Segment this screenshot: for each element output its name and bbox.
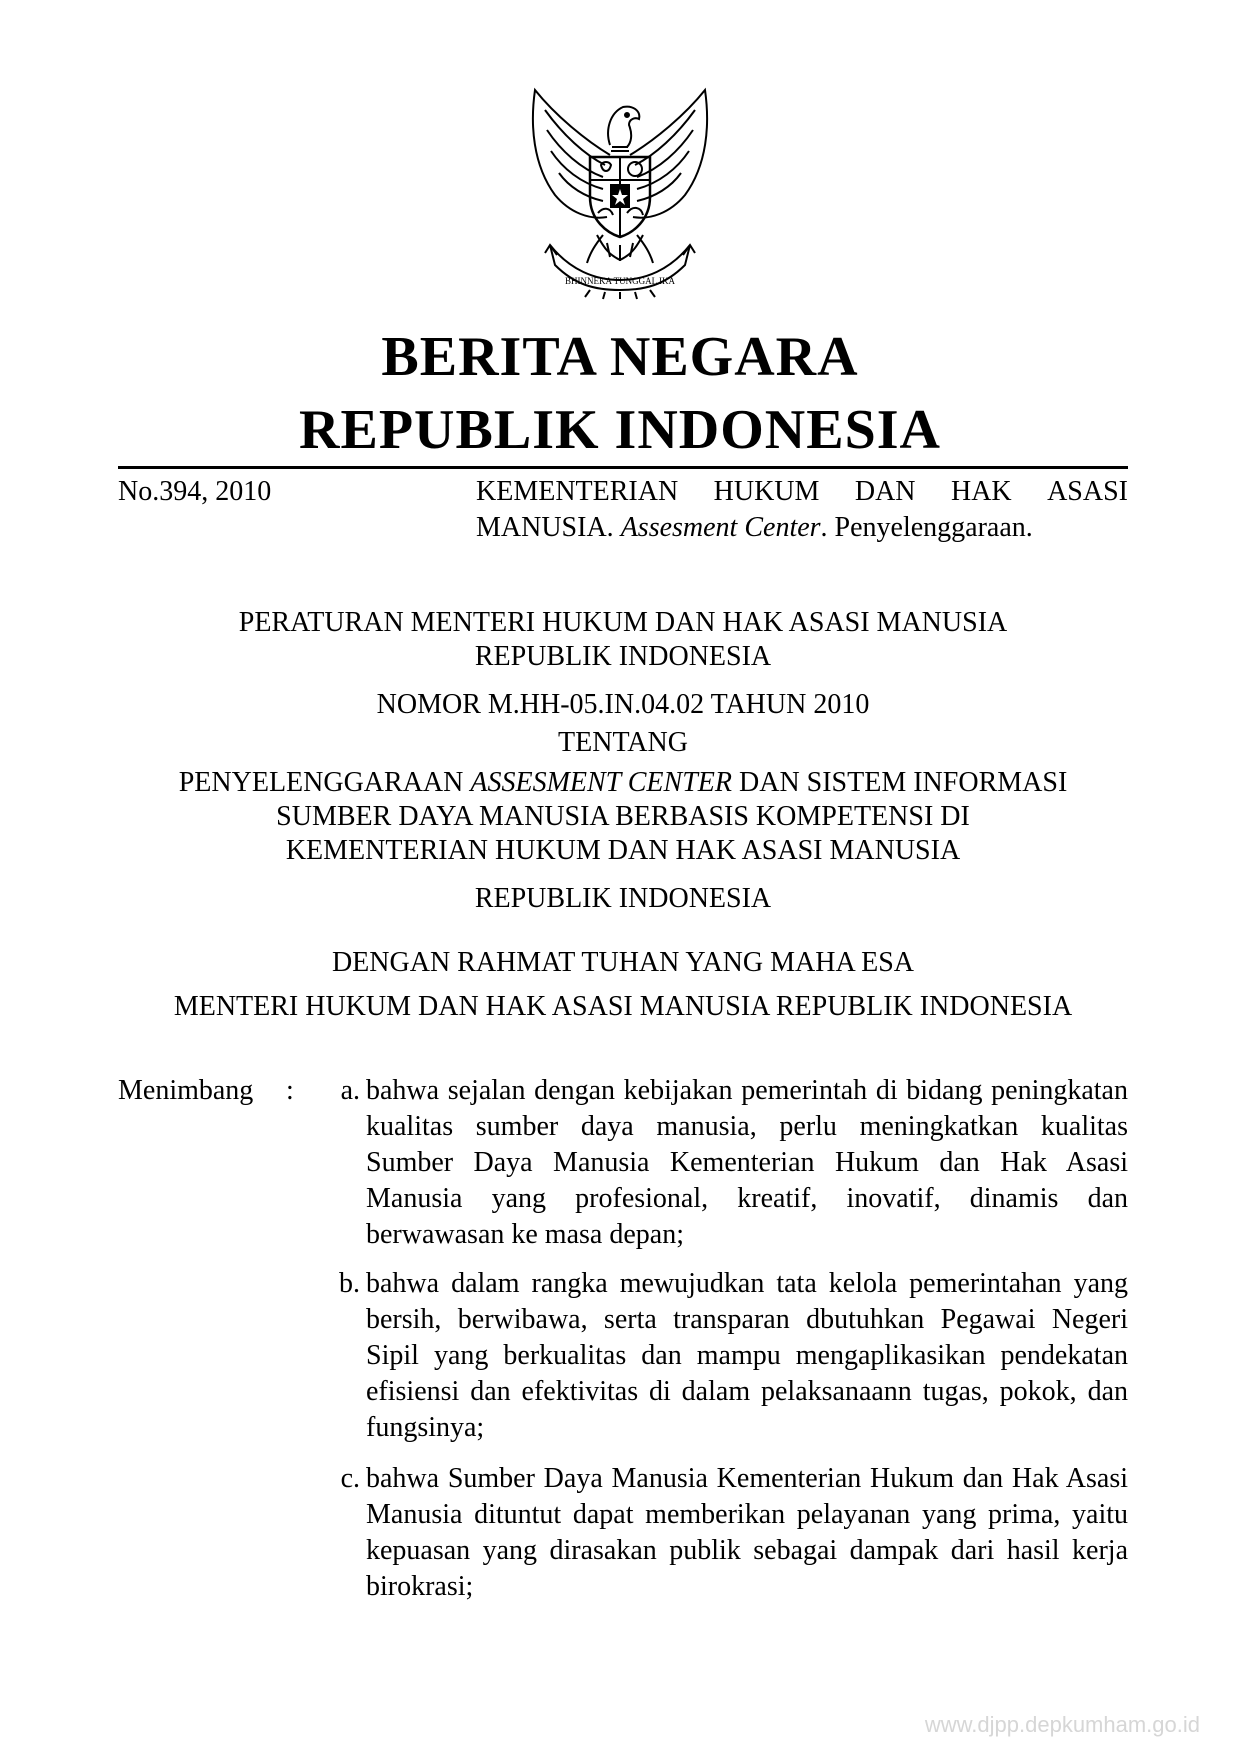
- regulation-about-line2: SUMBER DAYA MANUSIA BERBASIS KOMPETENSI DI: [276, 801, 970, 832]
- regulation-about-line1: [118, 766, 1128, 800]
- regulation-title: [118, 606, 1128, 674]
- subject-word: KEMENTERIAN: [476, 476, 679, 507]
- menimbang-label: Menimbang: [118, 1075, 254, 1106]
- item-marker: b.: [339, 1268, 360, 1299]
- masthead-title: BERITA NEGARA: [381, 326, 859, 388]
- subject-line2-italic: Assesment Center: [620, 512, 821, 543]
- subject-word: HUKUM: [713, 476, 820, 507]
- regulation-about: [118, 766, 1128, 868]
- menimbang-colon: :: [286, 1075, 294, 1106]
- issue-subject: [476, 474, 1128, 546]
- issue-number: No.394, 2010: [118, 476, 272, 507]
- subject-word: DAN: [854, 476, 916, 507]
- masthead-divider: [118, 466, 1128, 469]
- item-marker: a.: [340, 1075, 360, 1106]
- regulation-title-line1: PERATURAN MENTERI HUKUM DAN HAK ASASI MANUSIA: [238, 607, 1008, 638]
- regulation-menteri: MENTERI HUKUM DAN HAK ASASI MANUSIA REPUBLIK INDONESIA: [173, 991, 1073, 1022]
- regulation-about-line3: KEMENTERIAN HUKUM DAN HAK ASASI MANUSIA: [285, 835, 961, 866]
- regulation-about-line4: REPUBLIK INDONESIA: [474, 883, 772, 914]
- item-text: bahwa sejalan dengan kebijakan pemerintah di bidang peningkatan kualitas sumber daya manusia, perlu meningkatkan kualitas Sumber Daya Manusia Kementerian Hukum dan Hak Asasi Manusia yang profesional, kreatif, inovatif, dinamis dan berwawasan ke masa depan;: [366, 1075, 1128, 1250]
- masthead-subtitle: REPUBLIK INDONESIA: [299, 399, 941, 461]
- regulation-number: NOMOR M.HH-05.IN.04.02 TAHUN 2010: [376, 689, 870, 720]
- subject-word: ASASI: [1047, 476, 1128, 507]
- item-text: bahwa Sumber Daya Manusia Kementerian Hukum dan Hak Asasi Manusia dituntut dapat memberikan pelayanan yang prima, yaitu kepuasan yang dirasakan publik sebagai dampak dari hasil kerja birokrasi;: [366, 1463, 1128, 1602]
- watermark-url: www.djpp.depkumham.go.id: [924, 1712, 1200, 1737]
- emblem-motto: BHINNEKA TUNGGAL IKA: [565, 276, 675, 286]
- about-italic: ASSESMENT CENTER: [470, 767, 732, 798]
- subject-line2-start: MANUSIA.: [476, 512, 621, 543]
- item-marker: c.: [340, 1463, 360, 1494]
- subject-line2-end: . Penyelenggaraan.: [820, 512, 1033, 543]
- regulation-tentang: TENTANG: [558, 727, 688, 758]
- item-text: bahwa dalam rangka mewujudkan tata kelola pemerintahan yang bersih, berwibawa, serta transparan dbutuhkan Pegawai Negeri Sipil yang berkualitas dan mampu mengaplikasikan pendekatan efisiensi dan efektivitas di dalam pelaksanaann tugas, pokok, dan fungsinya;: [366, 1268, 1128, 1443]
- garuda-emblem-icon: [515, 85, 725, 300]
- issue-subject-line2: [476, 510, 1128, 546]
- issue-subject-line1: [476, 474, 1128, 510]
- about-start: PENYELENGGARAAN: [178, 767, 471, 798]
- about-end: DAN SISTEM INFORMASI: [732, 767, 1068, 798]
- regulation-rahmat: DENGAN RAHMAT TUHAN YANG MAHA ESA: [331, 947, 915, 978]
- subject-word: HAK: [950, 476, 1012, 507]
- regulation-title-line2: REPUBLIK INDONESIA: [474, 641, 772, 672]
